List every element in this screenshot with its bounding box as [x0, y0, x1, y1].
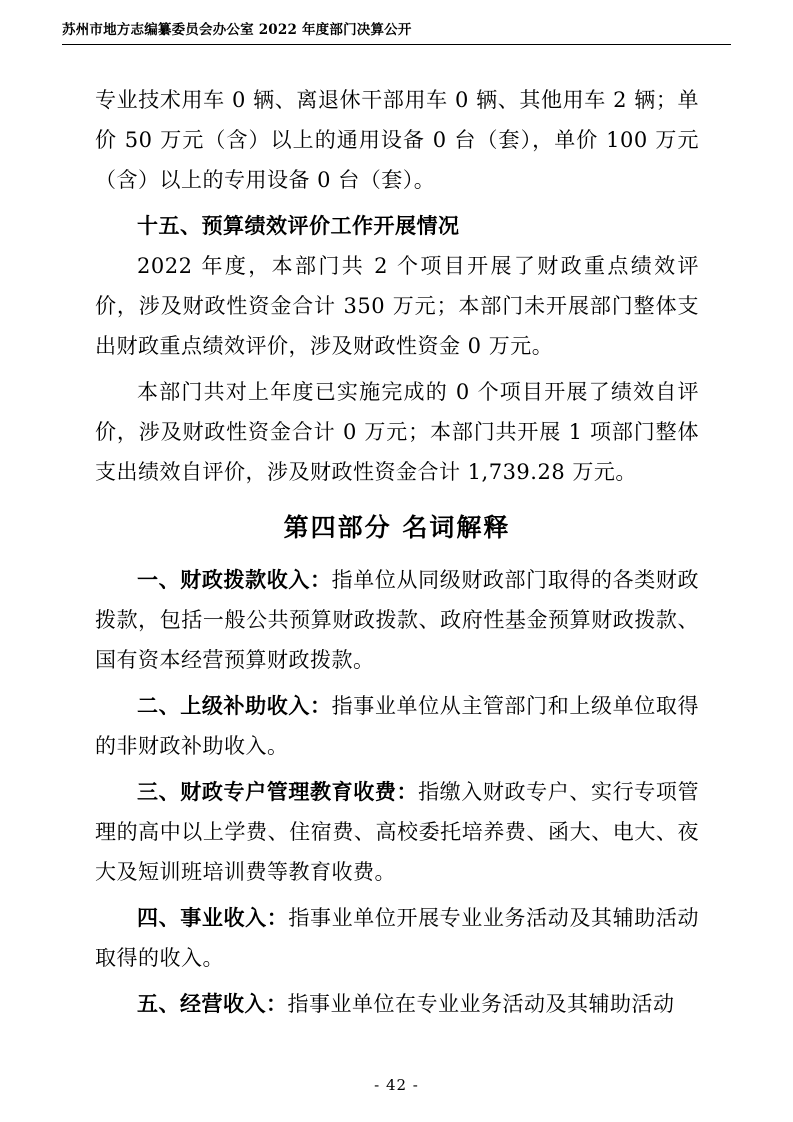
page-footer [0, 1076, 793, 1094]
term-text-3: 指缴入财政专户、实行专项管理的高中以上学费、住宿费、高校委托培养费、函大、电大、夜大及短训班培训费等教育收费。 [95, 780, 700, 884]
term-item-1 [95, 560, 699, 680]
term-label-3: 三、财政专户管理教育收费： [137, 779, 419, 804]
part-title: 第四部分 名词解释 [283, 513, 511, 542]
section-heading-15: 十五、预算绩效评价工作开展情况 [137, 213, 460, 238]
term-text-2: 指事业单位从主管部门和上级单位取得的非财政补助收入。 [95, 694, 700, 758]
term-item-4 [95, 898, 699, 978]
header-title: 苏州市地方志编纂委员会办公室 2022 年度部门决算公开 [62, 22, 412, 38]
paragraph-15-1: 2022 年度，本部门共 2 个项目开展了财政重点绩效评价，涉及财政性资金合计 350 万元；本部门未开展部门整体支出财政重点绩效评价，涉及财政性资金 0 万元。 [95, 254, 699, 358]
term-text-1: 指单位从同级财政部门取得的各类财政拨款，包括一般公共预算财政拨款、政府性基金预算财政拨款、国有资本经营预算财政拨款。 [95, 568, 700, 672]
paragraph-15-2: 本部门共对上年度已实施完成的 0 个项目开展了绩效自评价，涉及财政性资金合计 0 万元；本部门共开展 1 项部门整体支出绩效自评价，涉及财政性资金合计 1,739.28 万元。 [95, 380, 699, 484]
term-label-4: 四、事业收入： [137, 905, 289, 930]
term-item-2 [95, 686, 699, 766]
term-item-3 [95, 772, 699, 892]
header-divider [62, 44, 731, 45]
paragraph-continued: 专业技术用车 0 辆、离退休干部用车 0 辆、其他用车 2 辆；单价 50 万元（含）以上的通用设备 0 台（套），单价 100 万元（含）以上的专用设备 0 台（套）。 [95, 88, 699, 192]
term-label-5: 五、经营收入： [137, 991, 288, 1016]
term-text-5: 指事业单位在专业业务活动及其辅助活动 [287, 992, 675, 1016]
term-text-4: 指事业单位开展专业业务活动及其辅助活动取得的收入。 [95, 906, 700, 970]
term-label-2: 二、上级补助收入： [137, 693, 332, 718]
term-label-1: 一、财政拨款收入： [137, 567, 332, 592]
page-header [62, 18, 731, 48]
page-number: - 42 - [374, 1076, 419, 1094]
term-item-5 [95, 984, 699, 1024]
page-content [95, 80, 699, 1024]
